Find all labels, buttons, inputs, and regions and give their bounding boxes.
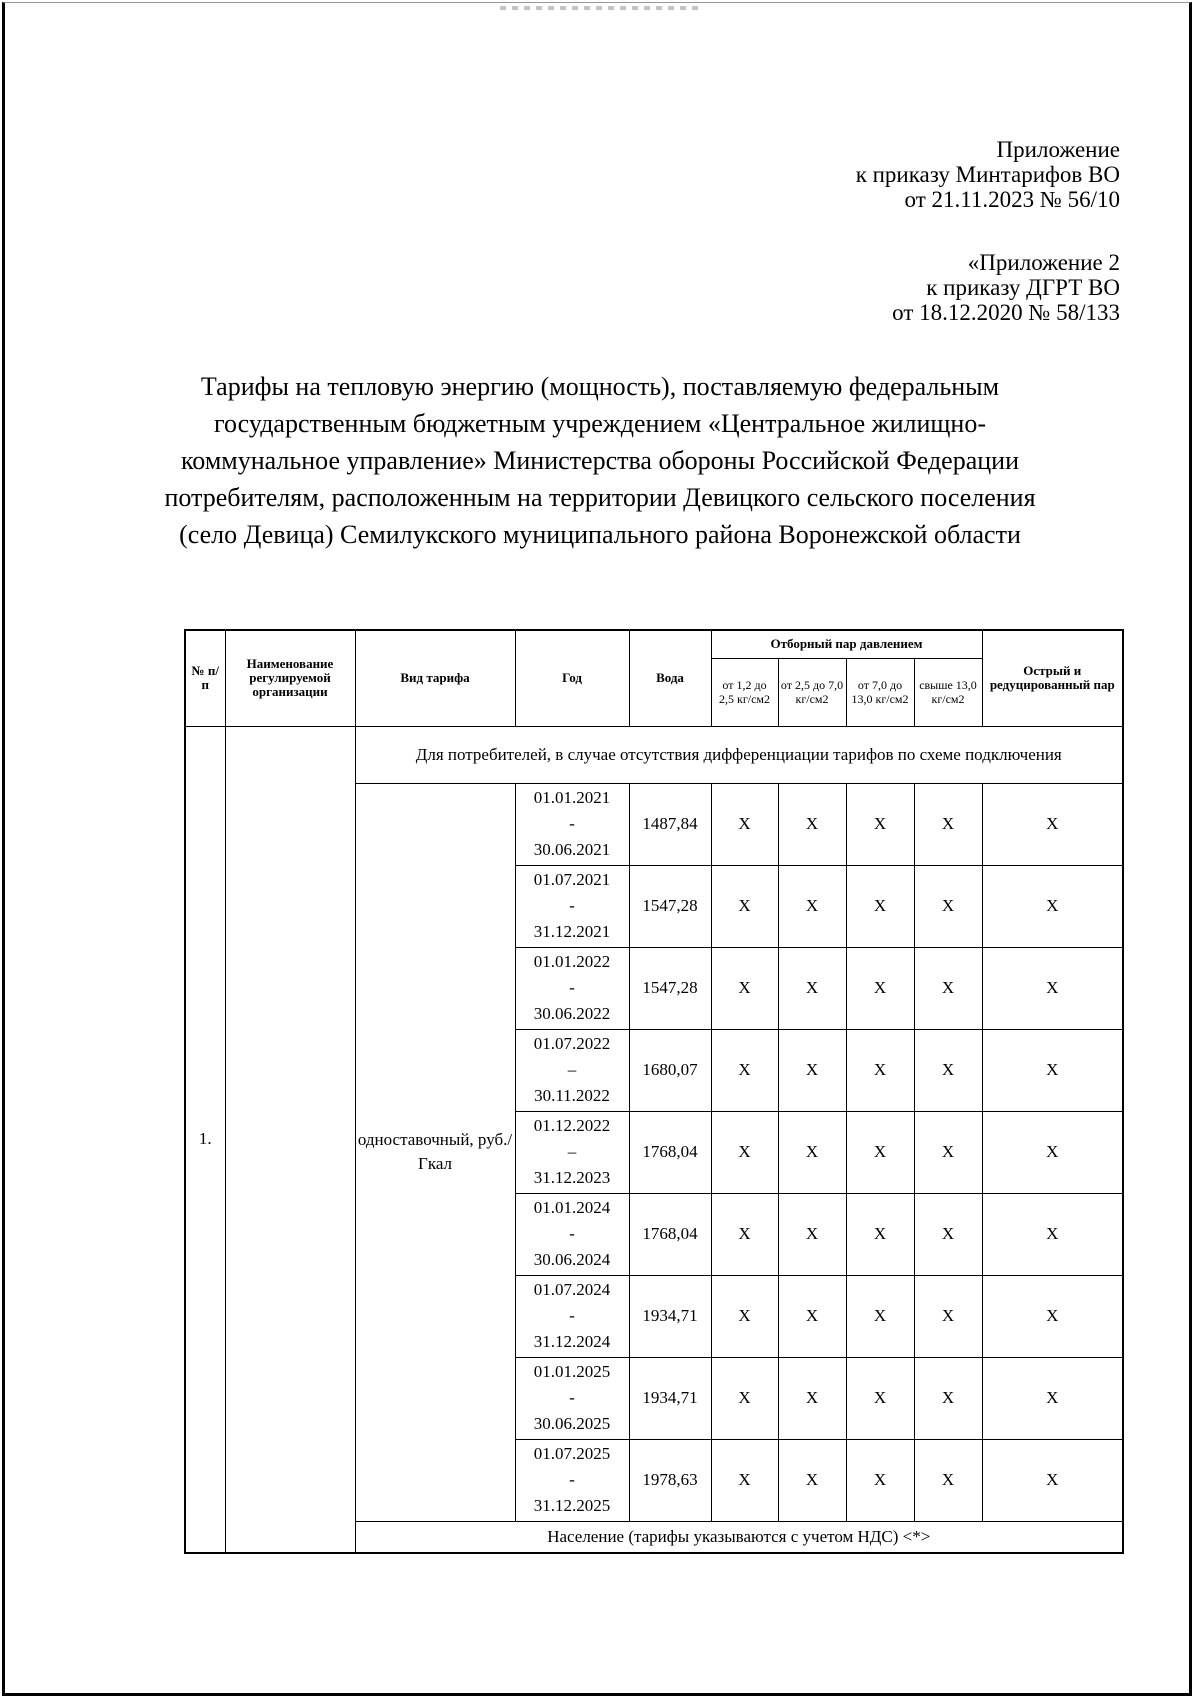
steam-value-s2: X bbox=[778, 1357, 846, 1439]
period-separator: - bbox=[569, 1388, 575, 1407]
steam-value-s3: X bbox=[846, 1029, 914, 1111]
steam-value-s3: X bbox=[846, 783, 914, 865]
steam-value-s4: X bbox=[914, 1029, 982, 1111]
water-value: 1978,63 bbox=[629, 1439, 711, 1521]
water-value: 1547,28 bbox=[629, 865, 711, 947]
approval-line: Приложение bbox=[996, 137, 1120, 162]
steam-value-s1: X bbox=[711, 783, 778, 865]
steam-value-s4: X bbox=[914, 1193, 982, 1275]
steam-value-s2: X bbox=[778, 1275, 846, 1357]
steam-value-s4: X bbox=[914, 947, 982, 1029]
period-end: 30.06.2021 bbox=[533, 840, 611, 859]
period-cell bbox=[515, 1439, 629, 1521]
period-start: 01.07.2025 bbox=[533, 1444, 611, 1463]
water-value: 1547,28 bbox=[629, 947, 711, 1029]
period-end: 30.06.2022 bbox=[533, 1004, 611, 1023]
period-separator: - bbox=[569, 1306, 575, 1325]
period-cell bbox=[515, 1193, 629, 1275]
period-end: 31.12.2023 bbox=[533, 1168, 611, 1187]
period-separator: - bbox=[569, 1470, 575, 1489]
steam-value-s2: X bbox=[778, 1111, 846, 1193]
period-end: 31.12.2024 bbox=[533, 1332, 611, 1351]
steam-value-s1: X bbox=[711, 1357, 778, 1439]
steam-value-s3: X bbox=[846, 1111, 914, 1193]
steam-value-s1: X bbox=[711, 1275, 778, 1357]
steam-value-s2: X bbox=[778, 783, 846, 865]
steam-value-s1: X bbox=[711, 865, 778, 947]
header-steam-group: Отборный пар давлением bbox=[711, 630, 982, 658]
steam-value-sharp: X bbox=[982, 1111, 1123, 1193]
header-tariff-type: Вид тарифа bbox=[355, 630, 515, 726]
tariff-type-cell: одноставочный, руб./Гкал bbox=[355, 783, 515, 1521]
period-cell bbox=[515, 947, 629, 1029]
steam-value-sharp: X bbox=[982, 1439, 1123, 1521]
period-end: 31.12.2021 bbox=[533, 922, 611, 941]
steam-value-s1: X bbox=[711, 1029, 778, 1111]
period-start: 01.07.2024 bbox=[533, 1280, 611, 1299]
steam-value-s2: X bbox=[778, 865, 846, 947]
steam-value-s3: X bbox=[846, 1357, 914, 1439]
steam-value-s2: X bbox=[778, 1029, 846, 1111]
period-end: 30.06.2025 bbox=[533, 1414, 611, 1433]
steam-value-s4: X bbox=[914, 1357, 982, 1439]
approval-block-1 bbox=[856, 137, 1120, 212]
period-separator: - bbox=[569, 978, 575, 997]
header-steam-1: от 1,2 до 2,5 кг/см2 bbox=[711, 658, 778, 726]
steam-value-s4: X bbox=[914, 865, 982, 947]
steam-value-sharp: X bbox=[982, 1275, 1123, 1357]
period-end: 30.11.2022 bbox=[534, 1086, 610, 1105]
steam-value-s1: X bbox=[711, 1111, 778, 1193]
steam-value-sharp: X bbox=[982, 1357, 1123, 1439]
steam-value-s2: X bbox=[778, 1193, 846, 1275]
steam-value-s3: X bbox=[846, 1193, 914, 1275]
period-cell bbox=[515, 1029, 629, 1111]
period-start: 01.12.2022 bbox=[533, 1116, 611, 1135]
period-end: 31.12.2025 bbox=[533, 1496, 611, 1515]
section-population: Население (тарифы указываются с учетом НДС) <*> bbox=[355, 1521, 1123, 1553]
water-value: 1934,71 bbox=[629, 1275, 711, 1357]
steam-value-s4: X bbox=[914, 1439, 982, 1521]
period-start: 01.07.2021 bbox=[533, 870, 611, 889]
period-start: 01.01.2025 bbox=[533, 1362, 611, 1381]
header-steam-2: от 2,5 до 7,0 кг/см2 bbox=[778, 658, 846, 726]
period-cell bbox=[515, 865, 629, 947]
period-start: 01.01.2021 bbox=[533, 788, 611, 807]
header-org: Наименование регулируемой организации bbox=[225, 630, 355, 726]
header-steam-4: свыше 13,0 кг/см2 bbox=[914, 658, 982, 726]
period-start: 01.07.2022 bbox=[533, 1034, 611, 1053]
steam-value-s1: X bbox=[711, 947, 778, 1029]
period-start: 01.01.2022 bbox=[533, 952, 611, 971]
steam-value-s3: X bbox=[846, 1275, 914, 1357]
steam-value-s3: X bbox=[846, 947, 914, 1029]
water-value: 1487,84 bbox=[629, 783, 711, 865]
period-separator: - bbox=[569, 1224, 575, 1243]
approval-line: от 21.11.2023 № 56/10 bbox=[904, 187, 1120, 212]
period-cell bbox=[515, 1357, 629, 1439]
period-end: 30.06.2024 bbox=[533, 1250, 611, 1269]
water-value: 1934,71 bbox=[629, 1357, 711, 1439]
steam-value-sharp: X bbox=[982, 783, 1123, 865]
header-steam-3: от 7,0 до 13,0 кг/см2 bbox=[846, 658, 914, 726]
tariff-table bbox=[184, 629, 1124, 1554]
period-cell bbox=[515, 1275, 629, 1357]
steam-value-s2: X bbox=[778, 947, 846, 1029]
steam-value-s4: X bbox=[914, 1275, 982, 1357]
scan-artifact bbox=[500, 6, 700, 10]
steam-value-sharp: X bbox=[982, 1029, 1123, 1111]
approval-line: к приказу Минтарифов ВО bbox=[855, 162, 1120, 187]
water-value: 1768,04 bbox=[629, 1111, 711, 1193]
steam-value-s4: X bbox=[914, 1111, 982, 1193]
steam-value-sharp: X bbox=[982, 1193, 1123, 1275]
period-separator: – bbox=[567, 1142, 577, 1161]
approval-block-2 bbox=[892, 250, 1120, 325]
header-year: Год bbox=[515, 630, 629, 726]
period-cell bbox=[515, 783, 629, 865]
steam-value-s1: X bbox=[711, 1193, 778, 1275]
document-title: Тарифы на тепловую энергию (мощность), поставляемую федеральным государственным бюджетным учреждением «Центральное жилищно-коммунальное управление» Министерства обороны Российской Федерации потребителям, расположенным на территории Девицкого сельского поселения (село Девица) Семилукского муниципального района Воронежской области bbox=[164, 372, 1036, 549]
steam-value-s4: X bbox=[914, 783, 982, 865]
steam-value-s3: X bbox=[846, 1439, 914, 1521]
header-water: Вода bbox=[629, 630, 711, 726]
steam-value-sharp: X bbox=[982, 865, 1123, 947]
header-sharp-steam: Острый и редуцированный пар bbox=[982, 630, 1123, 726]
approval-line: к приказу ДГРТ ВО bbox=[926, 275, 1120, 300]
steam-value-s2: X bbox=[778, 1439, 846, 1521]
row-number: 1. bbox=[185, 726, 225, 1553]
period-separator: - bbox=[569, 896, 575, 915]
section-all-consumers: Для потребителей, в случае отсутствия дифференциации тарифов по схеме подключения bbox=[355, 726, 1123, 783]
water-value: 1768,04 bbox=[629, 1193, 711, 1275]
period-cell bbox=[515, 1111, 629, 1193]
period-start: 01.01.2024 bbox=[533, 1198, 611, 1217]
approval-line: от 18.12.2020 № 58/133 bbox=[892, 300, 1120, 325]
period-separator: – bbox=[567, 1060, 577, 1079]
approval-line: «Приложение 2 bbox=[967, 250, 1120, 275]
steam-value-sharp: X bbox=[982, 947, 1123, 1029]
steam-value-s1: X bbox=[711, 1439, 778, 1521]
header-num: № п/п bbox=[185, 630, 225, 726]
water-value: 1680,07 bbox=[629, 1029, 711, 1111]
period-separator: - bbox=[569, 814, 575, 833]
steam-value-s3: X bbox=[846, 865, 914, 947]
org-name-cell bbox=[225, 726, 355, 1553]
